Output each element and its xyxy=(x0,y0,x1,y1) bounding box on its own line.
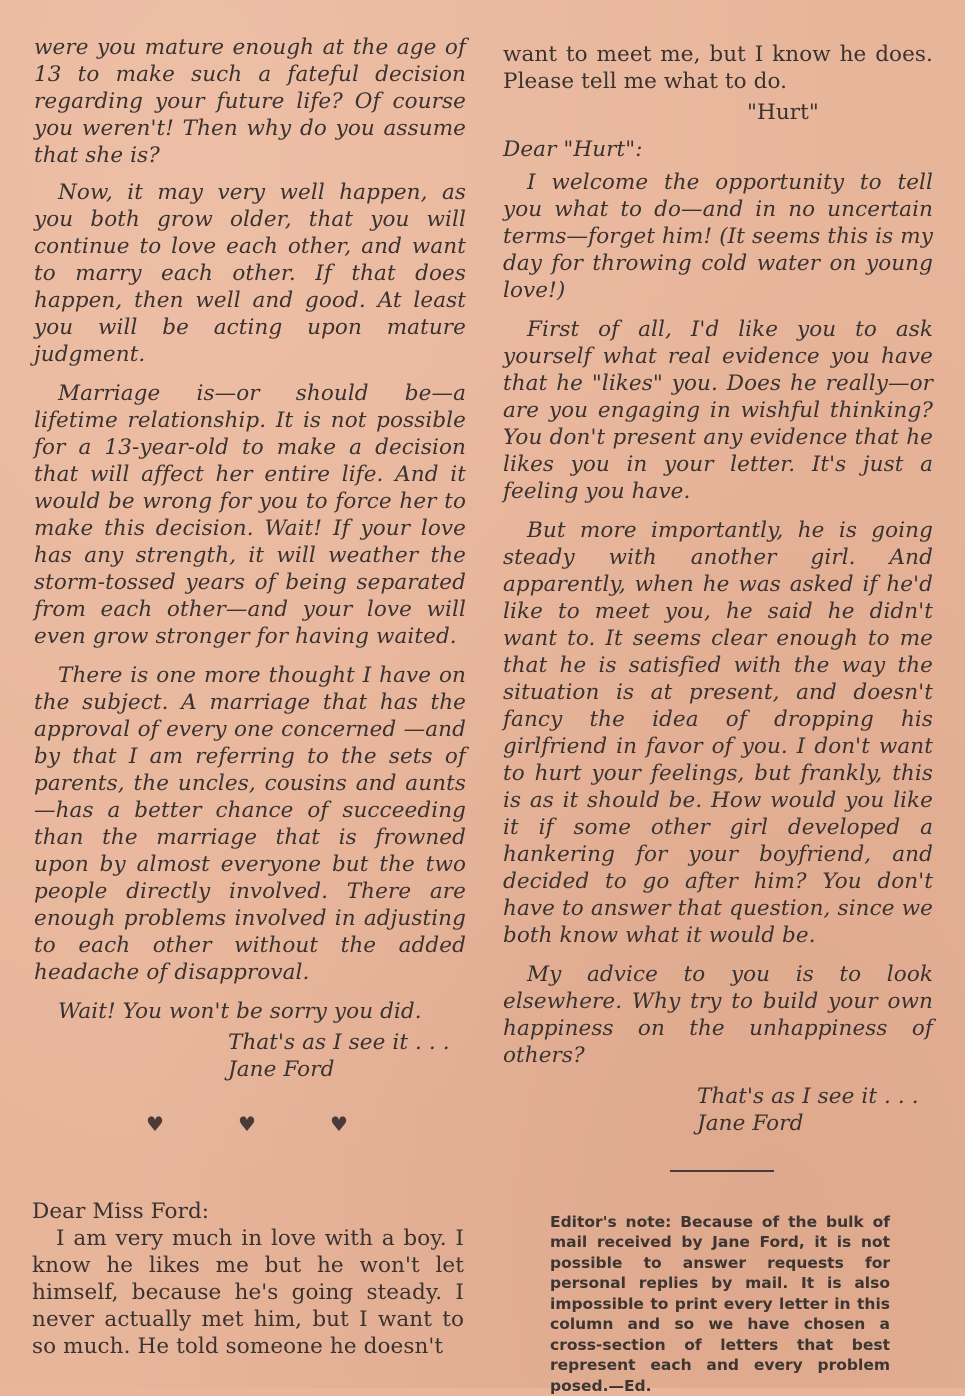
signature-name: Jane Ford xyxy=(228,1056,466,1083)
reply-paragraph: Wait! You won't be sorry you did. xyxy=(34,998,466,1025)
reply-paragraph: There is one more thought I have on the subject. A marriage that has the approval of every one concerned —and by that I am referring to the sets of parents, the uncles, cousins and aunts—has a better chance of succeeding than the marriage that is frowned upon by almost everyone but the two people directly involved. There are enough problems involved in adjusting to each other without the added headache of disapproval. xyxy=(34,662,466,986)
heart-icon: ♥ xyxy=(330,1112,348,1136)
signature-line: That's as I see it . . . xyxy=(228,1029,466,1056)
letter-body: want to meet me, but I know he does. Please tell me what to do. xyxy=(503,41,933,95)
reply-paragraph: Marriage is—or should be—a lifetime relationship. It is not possible for a 13-year-old to make a decision that will affect her entire life. And it would be wrong for you to force her to make this decision. Wait! If your love has any strength, it will weather the storm-tossed years of being separated from each other—and your love will even grow stronger for having waited. xyxy=(34,380,466,650)
reply-paragraph: Now, it may very well happen, as you both grow older, that you will continue to love each other, and want to marry each other. If that does happen, then well and good. At least you will be acting upon mature judgment. xyxy=(34,179,466,368)
signature-name: Jane Ford xyxy=(697,1110,933,1137)
letter-signature: "Hurt" xyxy=(747,99,933,126)
letter-salutation: Dear Miss Ford: xyxy=(32,1198,464,1225)
letter-body: I am very much in love with a boy. I know he likes me but he won't let himself, because he's going steady. I never actually met him, but I want to so much. He told someone he doesn't xyxy=(32,1225,464,1360)
left-column-reply xyxy=(34,34,466,1083)
reply-paragraph: First of all, I'd like you to ask yourself what real evidence you have that he "likes" you. Does he really—or are you engaging in wishful thinking? You don't present any evidence that he likes you in your letter. It's just a feeling you have. xyxy=(503,316,933,505)
reply-paragraph: My advice to you is to look elsewhere. Why try to build your own happiness on the unhappiness of others? xyxy=(503,961,933,1069)
heart-icon: ♥ xyxy=(238,1112,256,1136)
heart-divider xyxy=(140,1112,360,1136)
heart-icon: ♥ xyxy=(146,1112,164,1136)
reply-paragraph: But more importantly, he is going steady with another girl. And apparently, when he was asked if he'd like to meet you, he said he didn't want to. It seems clear enough to me that he is satisfied with the way the situation is at present, and doesn't fancy the idea of dropping his girlfriend in favor of you. I don't want to hurt your feelings, but frankly, this is as it should be. How would you like it if some other girl developed a hankering for your boyfriend, and decided to go after him? You don't have to answer that question, since we both know what it would be. xyxy=(503,517,933,949)
reader-letter xyxy=(32,1198,464,1360)
editor-note: Editor's note: Because of the bulk of mail received by Jane Ford, it is not possible to answer requests for personal replies by mail. It is also impossible to print every letter in this column and so we have chosen a cross-section of letters that best represent each and every problem posed.—Ed. xyxy=(550,1212,890,1396)
reply-paragraph: were you mature enough at the age of 13 to make such a fateful decision regarding your future life? Of course you weren't! Then why do you assume that she is? xyxy=(34,34,466,169)
reply-paragraph: I welcome the opportunity to tell you what to do—and in no uncertain terms—forget him! (It seems this is my day for throwing cold water on young love!) xyxy=(503,169,933,304)
reply-salutation: Dear "Hurt": xyxy=(503,136,933,163)
right-column xyxy=(503,41,933,1137)
divider-rule xyxy=(670,1170,774,1172)
signature-line: That's as I see it . . . xyxy=(697,1083,933,1110)
